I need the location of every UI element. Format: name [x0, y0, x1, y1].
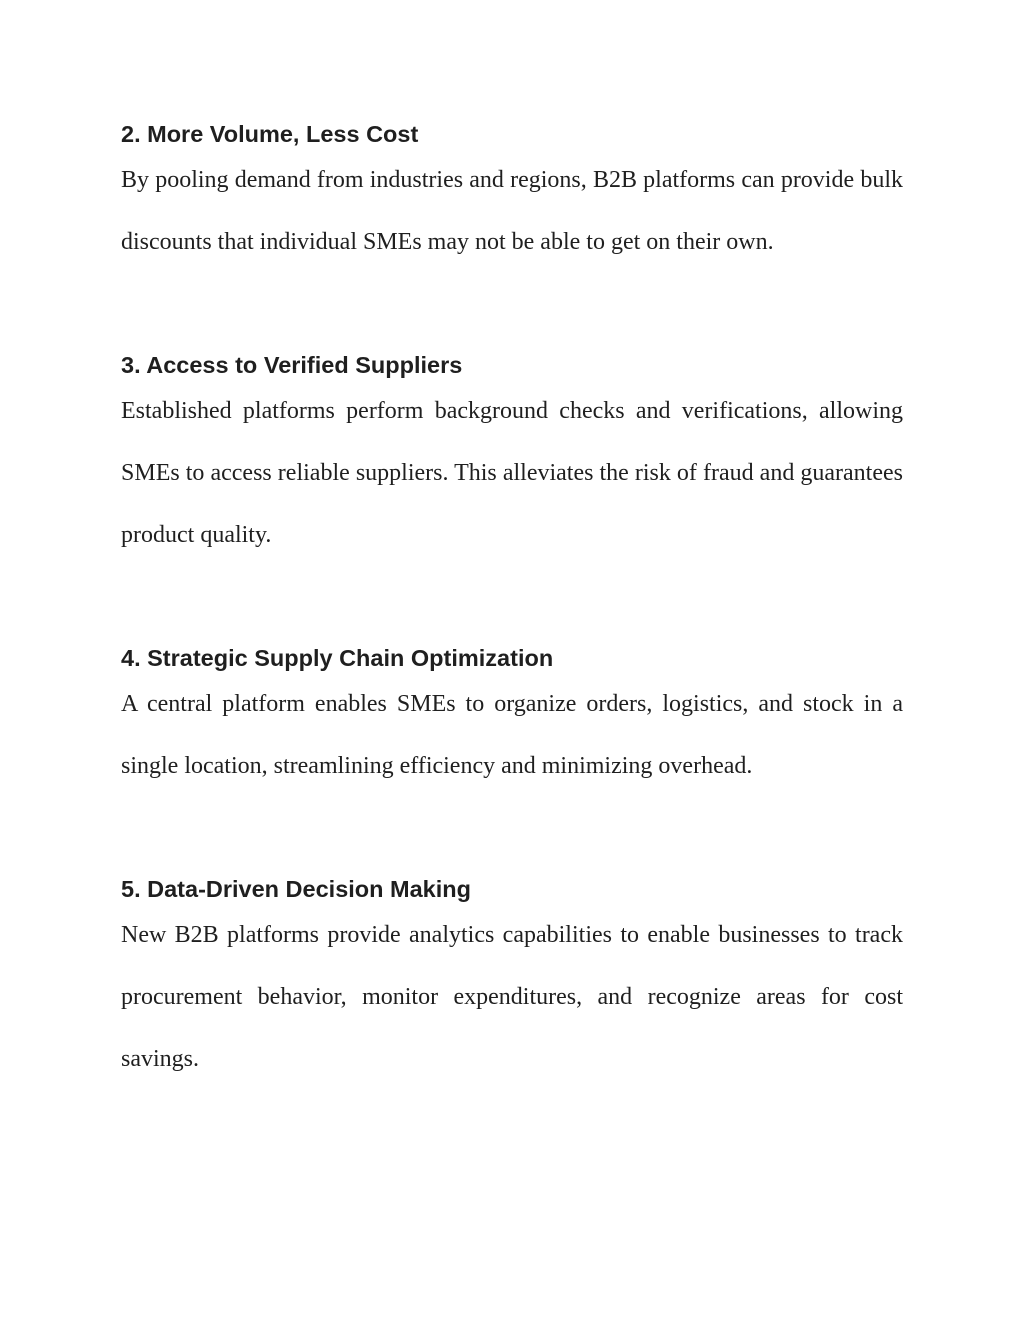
document-page	[121, 116, 903, 1164]
section-body: Established platforms perform background checks and verifications, allowing SMEs to access reliable suppliers. This alleviates the risk of fraud and guarantees product quality.	[121, 398, 903, 548]
section-heading: 5. Data-Driven Decision Making	[121, 876, 471, 902]
section-body: New B2B platforms provide analytics capabilities to enable businesses to track procurement behavior, monitor expenditures, and recognize areas for cost savings.	[121, 922, 903, 1072]
section-body: A central platform enables SMEs to organize orders, logistics, and stock in a single location, streamlining efficiency and minimizing overhead.	[121, 691, 903, 779]
section-data-driven	[121, 871, 903, 1110]
section-supply-chain	[121, 640, 903, 817]
section-heading: 4. Strategic Supply Chain Optimization	[121, 645, 554, 671]
section-more-volume	[121, 116, 903, 293]
section-body: By pooling demand from industries and regions, B2B platforms can provide bulk discounts that individual SMEs may not be able to get on their own.	[121, 167, 903, 255]
section-verified-suppliers	[121, 347, 903, 586]
section-heading: 2. More Volume, Less Cost	[121, 121, 419, 147]
section-heading: 3. Access to Verified Suppliers	[121, 352, 463, 378]
